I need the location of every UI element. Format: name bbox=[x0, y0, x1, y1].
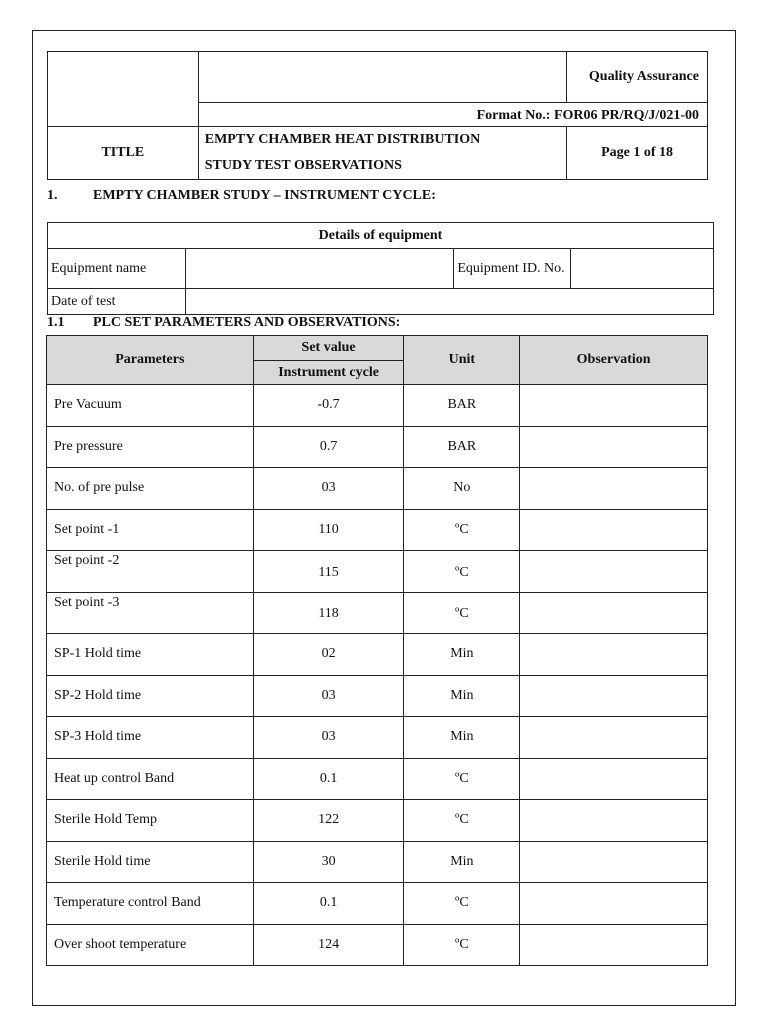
observation-field[interactable] bbox=[520, 758, 708, 800]
table-row bbox=[47, 426, 708, 468]
set-value: 118 bbox=[253, 592, 404, 634]
set-value: 115 bbox=[253, 551, 404, 593]
unit: BAR bbox=[404, 426, 520, 468]
table-row bbox=[47, 551, 708, 593]
parameter-name: Sterile Hold Temp bbox=[47, 800, 254, 842]
logo-cell bbox=[48, 52, 199, 127]
parameter-name: SP-1 Hold time bbox=[47, 634, 254, 676]
set-value: 124 bbox=[253, 924, 404, 966]
set-value: 03 bbox=[253, 468, 404, 510]
table-row bbox=[47, 385, 708, 427]
col-header-set-value: Set value bbox=[253, 336, 404, 361]
unit: Min bbox=[404, 841, 520, 883]
observation-field[interactable] bbox=[520, 841, 708, 883]
unit: ºC bbox=[404, 883, 520, 925]
equipment-details-heading: Details of equipment bbox=[48, 223, 714, 249]
parameter-name: Set point -1 bbox=[47, 509, 254, 551]
observation-field[interactable] bbox=[520, 592, 708, 634]
col-header-instrument-cycle: Instrument cycle bbox=[253, 361, 404, 385]
col-header-parameters: Parameters bbox=[47, 336, 254, 385]
document-title bbox=[198, 127, 566, 180]
page-number: Page 1 of 18 bbox=[567, 127, 708, 180]
table-row bbox=[47, 758, 708, 800]
observation-field[interactable] bbox=[520, 385, 708, 427]
parameter-name: Temperature control Band bbox=[47, 883, 254, 925]
table-row bbox=[47, 675, 708, 717]
set-value: 03 bbox=[253, 675, 404, 717]
parameter-name: SP-2 Hold time bbox=[47, 675, 254, 717]
col-header-unit: Unit bbox=[404, 336, 520, 385]
format-number: Format No.: FOR06 PR/RQ/J/021-00 bbox=[198, 103, 707, 127]
parameter-name: Pre pressure bbox=[47, 426, 254, 468]
department-label: Quality Assurance bbox=[567, 52, 708, 103]
equipment-details-table bbox=[47, 222, 714, 315]
parameter-name: SP-3 Hold time bbox=[47, 717, 254, 759]
parameter-name: No. of pre pulse bbox=[47, 468, 254, 510]
equipment-id-label: Equipment ID. No. bbox=[454, 249, 571, 289]
header-blank-cell bbox=[198, 52, 566, 103]
unit: ºC bbox=[404, 924, 520, 966]
unit: No bbox=[404, 468, 520, 510]
section-1-1-heading bbox=[47, 315, 400, 331]
table-row bbox=[47, 509, 708, 551]
date-of-test-label: Date of test bbox=[48, 289, 186, 315]
observation-field[interactable] bbox=[520, 883, 708, 925]
unit: ºC bbox=[404, 758, 520, 800]
set-value: 03 bbox=[253, 717, 404, 759]
observation-field[interactable] bbox=[520, 634, 708, 676]
parameter-name: Pre Vacuum bbox=[47, 385, 254, 427]
unit: ºC bbox=[404, 509, 520, 551]
unit: BAR bbox=[404, 385, 520, 427]
observation-field[interactable] bbox=[520, 717, 708, 759]
title-label: TITLE bbox=[48, 127, 199, 180]
unit: Min bbox=[404, 717, 520, 759]
equipment-name-field[interactable] bbox=[185, 249, 453, 289]
observation-field[interactable] bbox=[520, 426, 708, 468]
set-value: 30 bbox=[253, 841, 404, 883]
table-row bbox=[47, 924, 708, 966]
table-row bbox=[47, 883, 708, 925]
equipment-name-label: Equipment name bbox=[48, 249, 186, 289]
table-row bbox=[47, 592, 708, 634]
date-of-test-field[interactable] bbox=[185, 289, 713, 315]
section-1-1-title: PLC SET PARAMETERS AND OBSERVATIONS: bbox=[93, 315, 401, 330]
table-row bbox=[47, 717, 708, 759]
observation-field[interactable] bbox=[520, 924, 708, 966]
section-1-heading bbox=[47, 188, 436, 204]
section-1-title: EMPTY CHAMBER STUDY – INSTRUMENT CYCLE: bbox=[93, 188, 436, 203]
document-header bbox=[47, 51, 708, 180]
document-title-line-2: STUDY TEST OBSERVATIONS bbox=[204, 158, 402, 173]
section-1-number: 1. bbox=[47, 188, 58, 203]
document-title-line-1: EMPTY CHAMBER HEAT DISTRIBUTION bbox=[204, 132, 481, 147]
set-value: 0.7 bbox=[253, 426, 404, 468]
unit: ºC bbox=[404, 592, 520, 634]
set-value: 02 bbox=[253, 634, 404, 676]
table-row bbox=[47, 634, 708, 676]
set-value: 0.1 bbox=[253, 758, 404, 800]
observation-field[interactable] bbox=[520, 468, 708, 510]
parameter-name: Sterile Hold time bbox=[47, 841, 254, 883]
parameter-name: Set point -3 bbox=[47, 592, 254, 634]
table-row bbox=[47, 841, 708, 883]
observation-field[interactable] bbox=[520, 551, 708, 593]
table-row bbox=[47, 800, 708, 842]
equipment-id-field[interactable] bbox=[571, 249, 714, 289]
parameter-name: Over shoot temperature bbox=[47, 924, 254, 966]
set-value: 0.1 bbox=[253, 883, 404, 925]
unit: Min bbox=[404, 675, 520, 717]
parameter-name: Heat up control Band bbox=[47, 758, 254, 800]
observation-field[interactable] bbox=[520, 509, 708, 551]
parameter-name: Set point -2 bbox=[47, 551, 254, 593]
observation-field[interactable] bbox=[520, 800, 708, 842]
unit: ºC bbox=[404, 800, 520, 842]
set-value: 110 bbox=[253, 509, 404, 551]
observation-field[interactable] bbox=[520, 675, 708, 717]
set-value: -0.7 bbox=[253, 385, 404, 427]
section-1-1-number: 1.1 bbox=[47, 315, 65, 330]
col-header-observation: Observation bbox=[520, 336, 708, 385]
set-value: 122 bbox=[253, 800, 404, 842]
unit: ºC bbox=[404, 551, 520, 593]
table-row bbox=[47, 468, 708, 510]
plc-parameters-table bbox=[46, 335, 708, 966]
unit: Min bbox=[404, 634, 520, 676]
